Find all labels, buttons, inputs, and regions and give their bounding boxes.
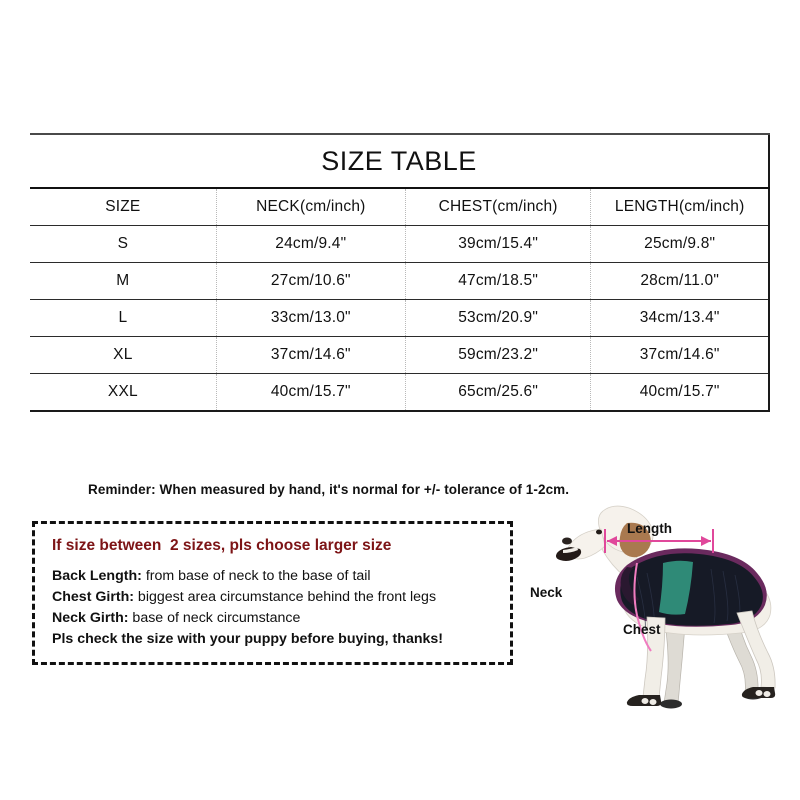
cell-length: 40cm/15.7"	[591, 374, 769, 412]
note-text-chest-girth: biggest area circumstance behind the front legs	[133, 589, 437, 605]
note-closing-text: Pls check the size with your puppy before buying, thanks!	[52, 631, 444, 647]
note-headline: If size between 2 sizes, pls choose larger size	[52, 537, 392, 554]
column-header-1: NECK(cm/inch)	[216, 188, 405, 226]
note-text-back-length: from base of neck to the base of tail	[141, 568, 371, 584]
cell-neck: 24cm/9.4"	[216, 226, 405, 263]
cell-neck: 33cm/13.0"	[216, 300, 405, 337]
cell-size: L	[30, 300, 216, 337]
cell-size: XXL	[30, 374, 216, 412]
cell-length: 37cm/14.6"	[591, 337, 769, 374]
dog-nose	[562, 538, 572, 545]
note-label-neck-girth: Neck Girth:	[52, 610, 129, 626]
column-header-3: LENGTH(cm/inch)	[591, 188, 769, 226]
size-table	[30, 133, 770, 412]
reminder-text: Reminder: When measured by hand, it's normal for +/- tolerance of 1-2cm.	[88, 482, 570, 497]
table-row	[30, 263, 769, 300]
cell-neck: 27cm/10.6"	[216, 263, 405, 300]
note-text-neck-girth: base of neck circumstance	[128, 610, 301, 626]
column-header-0: SIZE	[30, 188, 216, 226]
neck-label: Neck	[530, 585, 563, 600]
chest-label: Chest	[623, 622, 661, 637]
note-line-neck-girth	[52, 610, 300, 626]
cell-chest: 39cm/15.4"	[405, 226, 590, 263]
table-row	[30, 337, 769, 374]
sizing-note-box	[32, 521, 513, 665]
note-label-chest-girth: Chest Girth:	[52, 589, 134, 605]
cell-size: S	[30, 226, 216, 263]
cell-chest: 59cm/23.2"	[405, 337, 590, 374]
cell-length: 28cm/11.0"	[591, 263, 769, 300]
table-row	[30, 226, 769, 263]
length-label: Length	[627, 521, 672, 536]
cell-neck: 37cm/14.6"	[216, 337, 405, 374]
table-title-row	[30, 134, 769, 188]
cell-length: 34cm/13.4"	[591, 300, 769, 337]
table-title: SIZE TABLE	[30, 134, 769, 188]
table-row	[30, 300, 769, 337]
dog-eye	[596, 530, 602, 535]
column-header-2: CHEST(cm/inch)	[405, 188, 590, 226]
cell-size: M	[30, 263, 216, 300]
cell-length: 25cm/9.8"	[591, 226, 769, 263]
table-header-row	[30, 188, 769, 226]
note-line-chest-girth	[52, 589, 436, 605]
note-label-back-length: Back Length:	[52, 568, 142, 584]
cell-chest: 65cm/25.6"	[405, 374, 590, 412]
table-row	[30, 374, 769, 412]
size-table-container	[30, 133, 770, 412]
cell-size: XL	[30, 337, 216, 374]
cell-neck: 40cm/15.7"	[216, 374, 405, 412]
cell-chest: 47cm/18.5"	[405, 263, 590, 300]
note-line-back-length	[52, 568, 371, 584]
cell-chest: 53cm/20.9"	[405, 300, 590, 337]
dog-illustration	[515, 505, 790, 710]
